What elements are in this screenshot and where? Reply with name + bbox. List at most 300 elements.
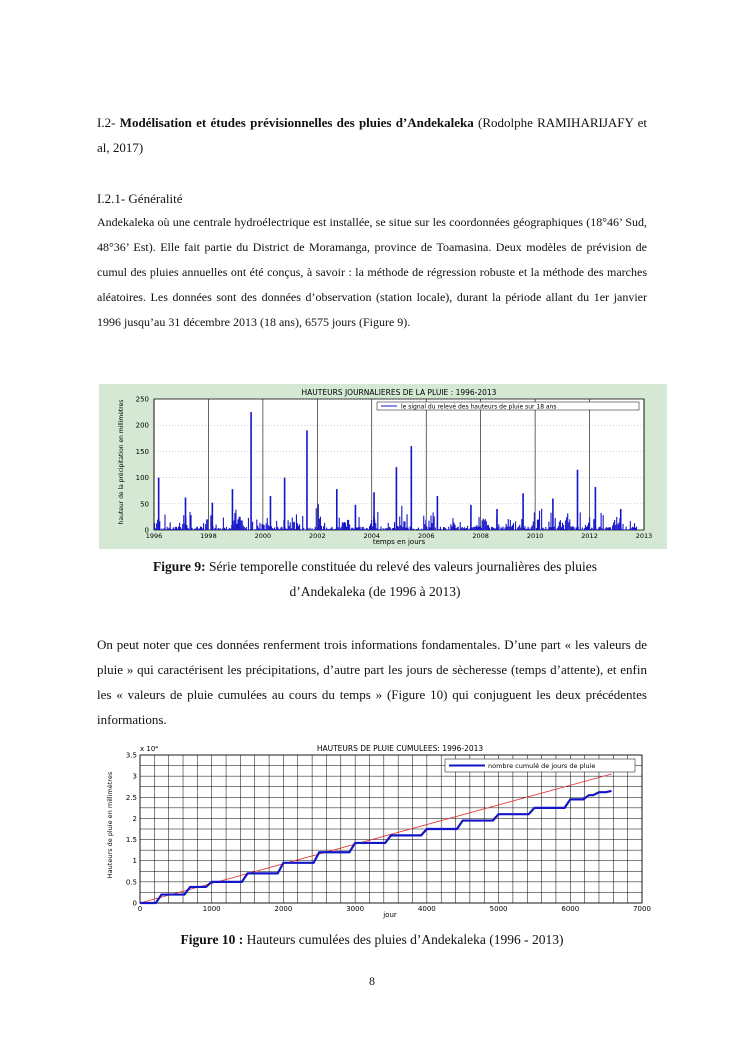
x-axis-label: jour	[383, 911, 397, 919]
rain-bar	[369, 526, 370, 530]
rain-bar	[486, 521, 487, 530]
rain-bar	[544, 529, 545, 530]
rain-bar	[568, 522, 569, 530]
rain-bar	[481, 528, 482, 530]
rain-peak-bar	[250, 412, 252, 530]
rain-bar	[203, 523, 204, 530]
figure-10-chart	[100, 740, 660, 920]
rain-bar	[529, 529, 530, 530]
rain-bar	[387, 528, 388, 530]
rain-bar	[433, 512, 434, 530]
rain-bar	[548, 522, 549, 530]
rain-bar	[492, 527, 493, 530]
rain-bar	[536, 528, 537, 530]
rain-bar	[516, 529, 517, 530]
rain-bar	[296, 514, 297, 530]
rain-bar	[507, 526, 508, 530]
rain-bar	[473, 527, 474, 530]
rain-peak-bar	[270, 496, 272, 530]
rain-bar	[302, 516, 303, 530]
rain-bar	[172, 529, 173, 530]
rain-bar	[530, 529, 531, 530]
rain-bar	[205, 524, 206, 530]
rain-bar	[429, 527, 430, 530]
section-citation: (Rodolphe RAMIHARIJAFY et al, 2017)	[97, 115, 648, 155]
rain-bar	[517, 527, 518, 530]
rain-bar	[377, 512, 378, 530]
rain-bar	[524, 526, 525, 530]
x-tick-label: 1996	[145, 532, 163, 540]
rain-bar	[483, 519, 484, 530]
rain-bar	[389, 527, 390, 530]
chart-title: HAUTEURS DE PLUIE CUMULEES: 1996-2013	[316, 744, 484, 753]
rain-peak-bar	[232, 489, 234, 530]
rain-bar	[585, 525, 586, 530]
rain-bar	[454, 525, 455, 530]
rain-bar	[632, 527, 633, 530]
rain-bar	[323, 526, 324, 530]
rain-bar	[549, 527, 550, 530]
rain-bar	[478, 517, 479, 530]
rain-bar	[610, 527, 611, 530]
rain-bar	[618, 523, 619, 530]
y-tick-label: 3	[132, 772, 137, 781]
rain-bar	[194, 529, 195, 530]
rain-bar	[579, 529, 580, 530]
rain-bar	[248, 518, 249, 530]
rain-bar	[589, 517, 590, 530]
rain-bar	[390, 528, 391, 530]
rain-bar	[559, 522, 560, 530]
y-axis-label: Hauteurs de pluie en millimètres	[106, 771, 114, 879]
rain-bar	[432, 523, 433, 530]
rain-bar	[601, 513, 602, 530]
rain-bar	[272, 528, 273, 530]
rain-bar	[199, 528, 200, 530]
rain-peak-bar	[496, 509, 498, 530]
rain-bar	[400, 525, 401, 530]
rain-bar	[508, 519, 509, 530]
rain-bar	[334, 529, 335, 530]
rain-bar	[346, 527, 347, 530]
rain-bar	[187, 528, 188, 530]
rain-bar	[326, 528, 327, 530]
rain-bar	[318, 504, 319, 530]
rain-bar	[281, 527, 282, 530]
rain-bar	[465, 529, 466, 530]
rain-bar	[347, 520, 348, 530]
rain-bar	[198, 529, 199, 530]
rain-bar	[308, 529, 309, 530]
rain-bar	[545, 527, 546, 530]
rain-bar	[500, 527, 501, 530]
rain-peak-bar	[577, 470, 579, 530]
rain-bar	[462, 527, 463, 530]
rain-bar	[299, 524, 300, 530]
rain-bar	[415, 529, 416, 530]
rain-bar	[510, 520, 511, 530]
rain-bar	[572, 526, 573, 530]
rain-bar	[512, 525, 513, 530]
y-tick-label: 1	[132, 857, 137, 866]
rain-bar	[562, 523, 563, 530]
rain-bar	[215, 528, 216, 530]
rain-bar	[345, 523, 346, 530]
rain-bar	[635, 528, 636, 530]
y-tick-label: 1.5	[125, 836, 137, 845]
rain-bar	[237, 519, 238, 530]
rain-bar	[246, 527, 247, 530]
rain-bar	[174, 529, 175, 530]
rain-bar	[631, 528, 632, 530]
rain-bar	[368, 529, 369, 530]
rain-bar	[360, 527, 361, 530]
rain-bar	[244, 527, 245, 530]
rain-bar	[249, 529, 250, 530]
section-title: Modélisation et études prévisionnelles des pluies d’Andekaleka	[119, 115, 474, 130]
rain-peak-bar	[470, 505, 472, 530]
rain-bar	[506, 524, 507, 530]
y-tick-label: 0.5	[125, 878, 137, 887]
rain-bar	[309, 528, 310, 530]
rain-bar	[439, 529, 440, 530]
rain-bar	[605, 528, 606, 530]
rain-bar	[634, 523, 635, 530]
rain-bar	[532, 525, 533, 530]
rain-bar	[155, 528, 156, 530]
rain-bar	[586, 527, 587, 530]
rain-peak-bar	[620, 509, 622, 530]
rain-bar	[555, 518, 556, 530]
rain-bar	[219, 529, 220, 530]
paragraph-2: On peut noter que ces données renferment trois informations fondamentales. D’une part « les valeurs de pluie » qui caractérisent les précipitations, d’autre part les jours de sècheresse (temps d’attente), et enfin les « valeurs de pluie cumulées au cours du temps » (Figure 10) qui conjuguent les deux précédentes informations.	[97, 637, 647, 727]
rain-bar	[380, 527, 381, 530]
legend-label: nombre cumulé de jours de pluie	[488, 762, 596, 770]
rain-bar	[576, 527, 577, 530]
y-tick-label: 0	[132, 899, 137, 908]
rain-bar	[457, 527, 458, 530]
rain-bar	[450, 524, 451, 530]
rain-peak-bar	[158, 478, 160, 530]
rain-bar	[590, 529, 591, 530]
x-tick-label: 2000	[274, 905, 293, 913]
rain-bar	[196, 527, 197, 530]
rain-bar	[501, 528, 502, 530]
rain-bar	[418, 528, 419, 530]
rain-bar	[560, 520, 561, 530]
rain-bar	[331, 527, 332, 530]
rain-bar	[255, 529, 256, 530]
rain-bar	[243, 525, 244, 530]
rain-peak-bar	[437, 496, 439, 530]
rain-bar	[621, 529, 622, 530]
rain-bar	[176, 527, 177, 530]
rain-bar	[505, 527, 506, 530]
rain-peak-bar	[522, 493, 524, 530]
page-number: 8	[369, 974, 375, 988]
rain-bar	[485, 519, 486, 530]
x-tick-label: 2013	[635, 532, 653, 540]
rain-bar	[392, 528, 393, 530]
rain-bar	[279, 529, 280, 530]
rain-bar	[353, 529, 354, 530]
rain-peak-bar	[411, 446, 413, 530]
rain-bar	[451, 526, 452, 530]
y-tick-label: 100	[135, 474, 149, 483]
rain-bar	[525, 529, 526, 530]
x-tick-label: 6000	[561, 905, 580, 913]
rain-bar	[292, 518, 293, 530]
rain-bar	[541, 509, 542, 530]
rain-bar	[416, 529, 417, 530]
rain-bar	[593, 519, 594, 530]
rain-bar	[582, 527, 583, 530]
rain-bar	[626, 527, 627, 530]
rain-bar	[257, 526, 258, 530]
rain-bar	[329, 529, 330, 530]
rain-bar	[351, 528, 352, 530]
rain-peak-bar	[284, 478, 286, 530]
rain-bar	[225, 529, 226, 530]
rain-bar	[385, 528, 386, 530]
x-tick-label: 1998	[200, 532, 217, 540]
rain-bar	[495, 528, 496, 530]
rain-bar	[504, 529, 505, 530]
rain-bar	[175, 527, 176, 530]
rain-bar	[466, 528, 467, 530]
rain-bar	[276, 521, 277, 530]
rain-bar	[441, 529, 442, 530]
figure-9	[99, 384, 667, 549]
rain-peak-bar	[396, 467, 398, 530]
rain-bar	[511, 527, 512, 530]
rain-bar	[630, 521, 631, 530]
rain-bar	[233, 520, 234, 530]
rain-bar	[188, 529, 189, 530]
rain-bar	[298, 526, 299, 530]
legend-label: le signal du relevé des hauteurs de pluie sur 18 ans	[401, 403, 557, 411]
rain-bar	[622, 524, 623, 530]
rain-bar	[280, 527, 281, 530]
rain-bar	[458, 527, 459, 530]
rain-bar	[267, 518, 268, 530]
rain-bar	[236, 524, 237, 530]
rain-bar	[518, 527, 519, 530]
rain-bar	[314, 529, 315, 530]
rain-bar	[393, 528, 394, 530]
rain-bar	[570, 526, 571, 530]
rain-bar	[330, 528, 331, 530]
rain-bar	[460, 522, 461, 530]
rain-bar	[259, 523, 260, 530]
section-heading	[97, 110, 647, 160]
rain-bar	[344, 522, 345, 530]
x-axis-label: temps en jours	[372, 538, 426, 546]
rain-bar	[600, 527, 601, 530]
figure-9-caption	[100, 554, 650, 604]
rain-bar	[289, 526, 290, 530]
x-tick-label: 2004	[363, 532, 381, 540]
x-tick-label: 3000	[346, 905, 365, 913]
rain-bar	[327, 529, 328, 530]
rain-bar	[554, 527, 555, 530]
rain-bar	[321, 526, 322, 530]
x-tick-label: 2008	[472, 532, 489, 540]
rain-bar	[405, 528, 406, 530]
rain-bar	[340, 528, 341, 530]
rain-bar	[563, 525, 564, 530]
rain-bar	[484, 520, 485, 530]
rain-bar	[366, 528, 367, 530]
rain-bar	[239, 517, 240, 530]
rain-bar	[364, 529, 365, 530]
figure-10-caption-text: Hauteurs cumulées des pluies d’Andekaleka (1996 - 2013)	[246, 932, 564, 947]
rain-peak-bar	[552, 499, 554, 530]
rain-bar	[509, 526, 510, 530]
rain-bar	[325, 529, 326, 530]
rain-bar	[425, 520, 426, 530]
rain-bar	[615, 525, 616, 530]
rain-bar	[534, 512, 535, 530]
rain-bar	[328, 529, 329, 530]
rain-bar	[282, 529, 283, 530]
rain-bar	[487, 525, 488, 530]
rain-bar	[474, 527, 475, 530]
rain-bar	[254, 529, 255, 530]
y-tick-label: 200	[135, 421, 149, 430]
rain-bar	[434, 516, 435, 530]
rain-bar	[597, 529, 598, 530]
rain-bar	[521, 519, 522, 530]
rain-bar	[519, 525, 520, 530]
rain-bar	[482, 520, 483, 530]
rain-bar	[228, 529, 229, 530]
rain-bar	[394, 522, 395, 530]
rain-bar	[217, 529, 218, 530]
rain-bar	[445, 528, 446, 530]
rain-bar	[343, 523, 344, 530]
rain-bar	[235, 510, 236, 530]
rain-bar	[266, 523, 267, 530]
rain-bar	[583, 529, 584, 530]
y-tick-label: 2.5	[125, 793, 137, 802]
rain-bar	[156, 523, 157, 530]
rain-peak-bar	[306, 430, 308, 530]
rain-bar	[319, 519, 320, 530]
rain-bar	[472, 527, 473, 530]
rain-bar	[386, 528, 387, 530]
rain-bar	[164, 515, 165, 530]
rain-bar	[341, 527, 342, 530]
rain-bar	[382, 528, 383, 530]
rain-bar	[180, 527, 181, 530]
rain-bar	[417, 529, 418, 530]
rain-bar	[288, 520, 289, 530]
rain-bar	[498, 524, 499, 530]
x-tick-label: 2002	[309, 532, 326, 540]
rain-bar	[587, 526, 588, 530]
rain-bar	[550, 513, 551, 530]
rain-bar	[324, 523, 325, 530]
rain-bar	[273, 529, 274, 530]
rain-bar	[285, 529, 286, 530]
rain-bar	[275, 529, 276, 530]
rain-bar	[348, 520, 349, 530]
rain-bar	[297, 523, 298, 530]
rain-bar	[397, 526, 398, 530]
rain-bar	[192, 528, 193, 530]
rain-bar	[609, 527, 610, 530]
rain-bar	[629, 529, 630, 530]
rain-bar	[388, 523, 389, 530]
y-tick-label: 2	[132, 814, 137, 823]
chart-title: HAUTEURS JOURNALIERES DE LA PLUIE : 1996-2013	[301, 388, 497, 397]
rain-bar	[357, 528, 358, 530]
rain-bar	[633, 527, 634, 530]
rain-bar	[191, 515, 192, 530]
figure-9-caption-line2: d’Andekaleka (de 1996 à 2013)	[289, 584, 461, 599]
rain-bar	[350, 529, 351, 530]
rain-bar	[565, 520, 566, 530]
rain-bar	[602, 528, 603, 530]
x-tick-label: 5000	[489, 905, 508, 913]
rain-peak-bar	[336, 489, 338, 530]
x-tick-label: 2012	[581, 532, 598, 540]
rain-bar	[320, 517, 321, 530]
rain-bar	[300, 529, 301, 530]
rain-bar	[489, 528, 490, 530]
rain-bar	[607, 528, 608, 530]
rain-bar	[213, 529, 214, 530]
rain-bar	[625, 529, 626, 530]
rain-bar	[260, 529, 261, 530]
rain-bar	[290, 522, 291, 530]
y-tick-label: 50	[140, 500, 149, 509]
rain-bar	[414, 529, 415, 530]
rain-bar	[606, 527, 607, 530]
rain-peak-bar	[212, 503, 214, 530]
rain-bar	[539, 511, 540, 530]
rain-bar	[421, 529, 422, 530]
rain-bar	[379, 529, 380, 530]
rain-bar	[636, 527, 637, 530]
rain-bar	[424, 524, 425, 530]
rain-bar	[444, 527, 445, 530]
rain-bar	[264, 525, 265, 530]
rain-bar	[494, 528, 495, 530]
rain-bar	[312, 528, 313, 530]
rain-bar	[216, 525, 217, 530]
rain-bar	[616, 517, 617, 530]
rain-bar	[608, 527, 609, 530]
rain-bar	[573, 527, 574, 530]
rain-bar	[168, 529, 169, 530]
x-tick-label: 0	[137, 905, 143, 913]
rain-bar	[580, 512, 581, 530]
rain-bar	[170, 522, 171, 530]
y-axis-label: hauteur de la précipitation en millimètres	[118, 399, 125, 525]
rain-bar	[467, 526, 468, 530]
rain-bar	[533, 521, 534, 530]
rain-bar	[404, 521, 405, 530]
y-tick-label: 0	[144, 526, 149, 535]
rain-bar	[448, 527, 449, 530]
rain-bar	[367, 528, 368, 530]
rain-bar	[375, 523, 376, 530]
rain-bar	[567, 513, 568, 530]
rain-bar	[398, 527, 399, 530]
y-tick-label: 250	[135, 395, 149, 404]
